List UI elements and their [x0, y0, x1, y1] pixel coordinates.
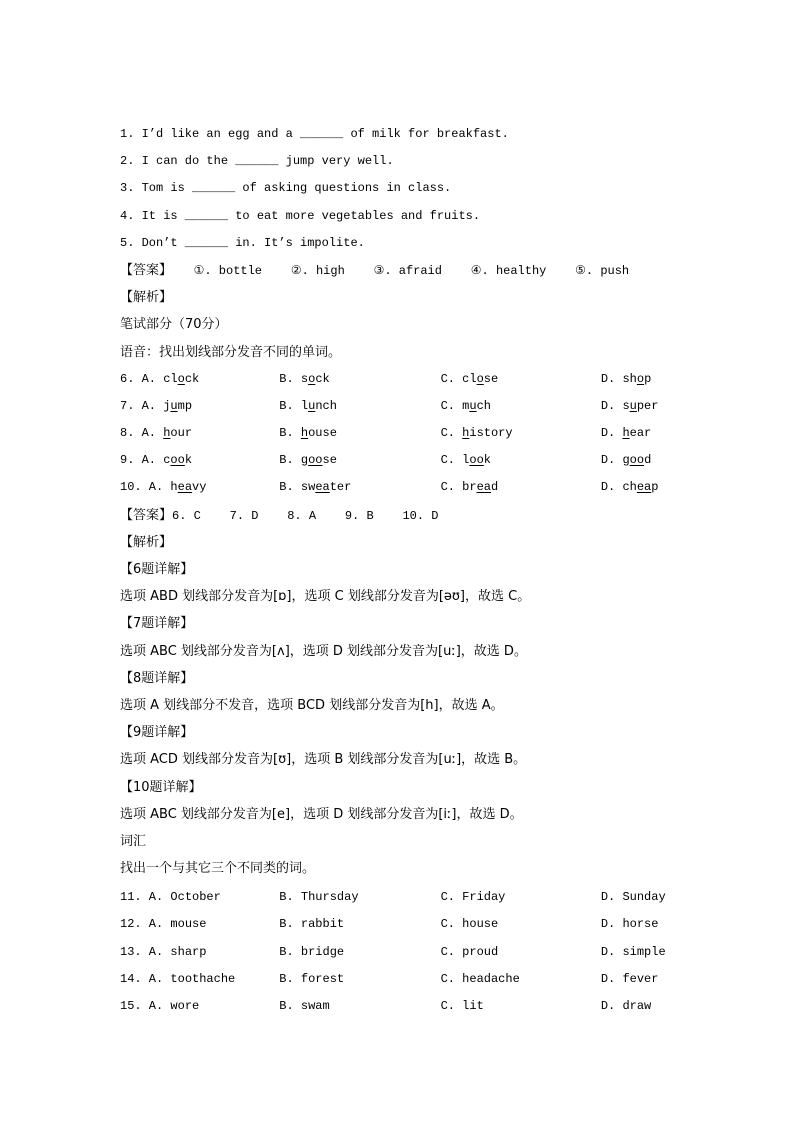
option [601, 993, 680, 1020]
option-letter: C. [440, 398, 455, 413]
word-part: nch [315, 398, 337, 413]
option [120, 939, 279, 966]
section-title: 词汇 [120, 833, 147, 849]
option-letter: B. [279, 971, 294, 986]
option-word: rabbit [300, 917, 345, 932]
option-letter: D. [600, 999, 616, 1013]
word-part: sw [300, 480, 316, 495]
option [279, 366, 440, 393]
option [601, 474, 680, 501]
option-letter: B. [279, 944, 294, 959]
underlined-part: ea [177, 480, 193, 495]
option-word: October [170, 890, 221, 905]
detail-heading: 【8题详解】 [120, 670, 194, 686]
option [441, 474, 601, 501]
answer-label: 【答案】 [120, 507, 173, 523]
phonetics-question [120, 474, 680, 501]
option [601, 911, 680, 938]
underlined-part: ea [636, 480, 652, 495]
section-instruction: 语音：找出划线部分发音不同的单词。 [120, 344, 342, 360]
fill-blank-question: 3. Tom is ______ of asking questions in class. [120, 181, 452, 196]
option [120, 474, 279, 501]
option-word: proud [462, 944, 499, 959]
option-word: headache [462, 971, 520, 986]
detail-heading: 【9题详解】 [120, 725, 194, 741]
answer-item: ⑤. push [575, 263, 630, 278]
underlined-part: u [308, 398, 316, 413]
question-number: 13. A. [120, 944, 164, 959]
word-part: vy [192, 480, 207, 495]
question-number: 12. A. [120, 917, 164, 932]
option-letter: B. [279, 480, 294, 495]
detail-text: 选项 A 划线部分不发音，选项 BCD 划线部分发音为[h]，故选 A。 [120, 697, 504, 713]
option [441, 420, 601, 447]
word-part: ch [622, 480, 637, 495]
answer-item: ①. bottle [193, 263, 262, 278]
option [601, 939, 680, 966]
underlined-part: h [622, 426, 630, 441]
option-letter: D. [600, 480, 616, 495]
option-letter: D. [600, 890, 616, 905]
option-word: wore [170, 999, 200, 1013]
word-part: sh [622, 371, 637, 386]
option-letter: D. [600, 398, 616, 413]
option-letter: B. [279, 453, 294, 468]
detail-heading: 【6题详解】 [120, 562, 194, 577]
word-part: s [300, 371, 309, 386]
vocab-question [120, 993, 680, 1020]
underlined-part: ea [476, 480, 491, 495]
answer-item: ③. afraid [373, 263, 442, 278]
option-letter: C. [440, 999, 455, 1013]
underlined-part: ea [315, 480, 330, 495]
option [120, 420, 279, 447]
word-part: h [170, 480, 178, 495]
vocab-question [120, 911, 680, 938]
question-number: 11. A. [120, 890, 164, 905]
answer-line [120, 502, 680, 529]
word-part: ck [315, 371, 330, 386]
word-part: d [644, 453, 652, 468]
word-part: l [300, 398, 309, 413]
word-part: br [462, 480, 477, 495]
document-page [120, 121, 680, 1020]
option [120, 393, 279, 420]
option-word: horse [622, 917, 659, 932]
fill-blank-question: 1. I’d like an egg and a ______ of milk for breakfast. [120, 127, 509, 141]
analysis-label: 【解析】 [120, 290, 173, 306]
option [601, 966, 680, 993]
option-word: forest [300, 971, 345, 986]
option [120, 911, 279, 938]
question-number: 7. A. [120, 398, 157, 413]
option-word: draw [622, 999, 652, 1013]
option [441, 366, 601, 393]
word-part: k [184, 453, 193, 468]
word-part: l [462, 453, 470, 468]
word-part: j [163, 398, 171, 413]
word-part: d [490, 480, 499, 495]
question-number: 14. A. [120, 971, 164, 986]
underlined-part: u [170, 398, 178, 413]
answer-label: 【答案】 [120, 262, 173, 278]
vocab-question [120, 939, 680, 966]
option-word: sharp [170, 944, 207, 959]
word-part: g [300, 453, 309, 468]
option-letter: B. [279, 890, 294, 905]
underlined-part: h [300, 426, 309, 441]
option-letter: D. [600, 944, 616, 959]
option-letter: C. [440, 371, 455, 386]
underlined-part: o [476, 371, 484, 386]
underlined-part: o [308, 371, 316, 386]
answer-text: 6. C 7. D 8. A 9. B 10. D [172, 508, 439, 523]
word-part: p [644, 371, 652, 386]
option [279, 966, 440, 993]
word-part: ter [329, 480, 352, 495]
word-part: se [483, 371, 499, 386]
underlined-part: oo [629, 453, 645, 468]
option [441, 939, 601, 966]
answer-line [120, 257, 680, 284]
word-part: per [636, 398, 659, 413]
word-part: our [170, 426, 193, 441]
word-part: k [483, 453, 491, 468]
option-letter: D. [600, 453, 616, 468]
option-word: house [462, 917, 499, 932]
option-word: toothache [170, 971, 236, 986]
option-letter: B. [279, 999, 294, 1013]
detail-text: 选项 ABC 划线部分发音为[ʌ]，选项 D 划线部分发音为[uː]，故选 D。 [120, 643, 527, 659]
option-letter: B. [279, 917, 294, 932]
option-letter: D. [600, 917, 616, 932]
option [441, 911, 601, 938]
detail-heading: 【7题详解】 [120, 616, 194, 632]
option [120, 447, 279, 474]
word-part: ear [629, 426, 652, 441]
option [441, 966, 601, 993]
fill-blank-question: 2. I can do the ______ jump very well. [120, 154, 394, 169]
option [441, 393, 601, 420]
option [279, 993, 440, 1020]
option-letter: C. [440, 453, 455, 468]
question-number: 15. A. [120, 999, 164, 1013]
underlined-part: h [163, 426, 171, 441]
word-part: cl [163, 371, 178, 386]
underlined-part: oo [170, 453, 185, 468]
option [120, 366, 279, 393]
word-part: m [462, 398, 470, 413]
option-letter: D. [600, 426, 616, 441]
vocab-question [120, 966, 680, 993]
detail-text: 选项 ABC 划线部分发音为[e]，选项 D 划线部分发音为[iː]，故选 D。 [120, 806, 523, 822]
phonetics-question [120, 366, 680, 393]
fill-blank-question: 5. Don’t ______ in. It’s impolite. [120, 235, 365, 250]
question-number: 6. A. [120, 371, 157, 386]
word-part: istory [469, 426, 513, 441]
option-letter: C. [440, 890, 455, 905]
word-part: ck [184, 371, 200, 386]
word-part: g [622, 453, 630, 468]
section-instruction: 找出一个与其它三个不同类的词。 [120, 861, 316, 877]
option [601, 420, 680, 447]
question-number: 8. A. [120, 426, 157, 441]
option [279, 393, 440, 420]
option [279, 420, 440, 447]
option [441, 884, 601, 911]
word-part: cl [462, 371, 477, 386]
option [601, 366, 680, 393]
answer-item: ④. healthy [470, 263, 547, 278]
option [120, 993, 279, 1020]
option [279, 939, 440, 966]
option-letter: D. [600, 971, 616, 986]
underlined-part: o [177, 371, 185, 386]
phonetics-question [120, 420, 680, 447]
option-letter: B. [279, 398, 294, 413]
word-part: s [622, 398, 630, 413]
option-letter: C. [440, 426, 455, 441]
word-part: ch [476, 398, 491, 413]
underlined-part: o [636, 371, 645, 386]
answer-item: ②. high [290, 263, 345, 278]
section-title: 笔试部分（70分） [120, 317, 228, 333]
option-letter: C. [440, 944, 455, 959]
option-letter: D. [600, 371, 616, 386]
option [120, 884, 279, 911]
phonetics-question [120, 447, 680, 474]
option-word: fever [622, 971, 659, 986]
question-number: 9. A. [120, 453, 157, 468]
word-part: ouse [308, 426, 337, 441]
vocab-question [120, 884, 680, 911]
option-word: swam [300, 999, 330, 1013]
option-word: Thursday [300, 890, 359, 905]
option-letter: B. [279, 371, 294, 386]
word-part: se [322, 453, 337, 468]
underlined-part: oo [469, 453, 484, 468]
word-part: mp [177, 398, 193, 413]
option [601, 393, 680, 420]
underlined-part: h [462, 426, 470, 441]
option [279, 911, 440, 938]
word-part: p [651, 480, 659, 495]
option [601, 884, 680, 911]
option [441, 447, 601, 474]
detail-text: 选项 ACD 划线部分发音为[ʊ]，选项 B 划线部分发音为[uː]，故选 B。 [120, 752, 527, 768]
option-word: simple [622, 944, 666, 959]
option [601, 447, 680, 474]
detail-heading: 【10题详解】 [120, 779, 202, 795]
underlined-part: u [629, 398, 637, 413]
option [279, 447, 440, 474]
option-letter: B. [279, 426, 294, 441]
fill-blank-question: 4. It is ______ to eat more vegetables and fruits. [120, 208, 481, 223]
option [441, 993, 601, 1020]
option-word: Friday [462, 890, 506, 905]
option [279, 474, 440, 501]
option [279, 884, 440, 911]
underlined-part: u [469, 398, 477, 413]
option [120, 966, 279, 993]
phonetics-question [120, 393, 680, 420]
option-letter: C. [440, 917, 455, 932]
option-word: mouse [170, 917, 207, 932]
option-letter: C. [440, 971, 455, 986]
analysis-label: 【解析】 [120, 534, 173, 550]
question-number: 10. A. [120, 480, 164, 495]
detail-text: 选项 ABD 划线部分发音为[ɒ]，选项 C 划线部分发音为[əʊ]，故选 C。 [120, 589, 531, 605]
option-word: bridge [300, 944, 345, 959]
word-part: c [163, 453, 171, 468]
underlined-part: oo [308, 453, 323, 468]
option-word: lit [462, 999, 484, 1013]
option-letter: C. [440, 480, 455, 495]
option-word: Sunday [622, 890, 666, 905]
